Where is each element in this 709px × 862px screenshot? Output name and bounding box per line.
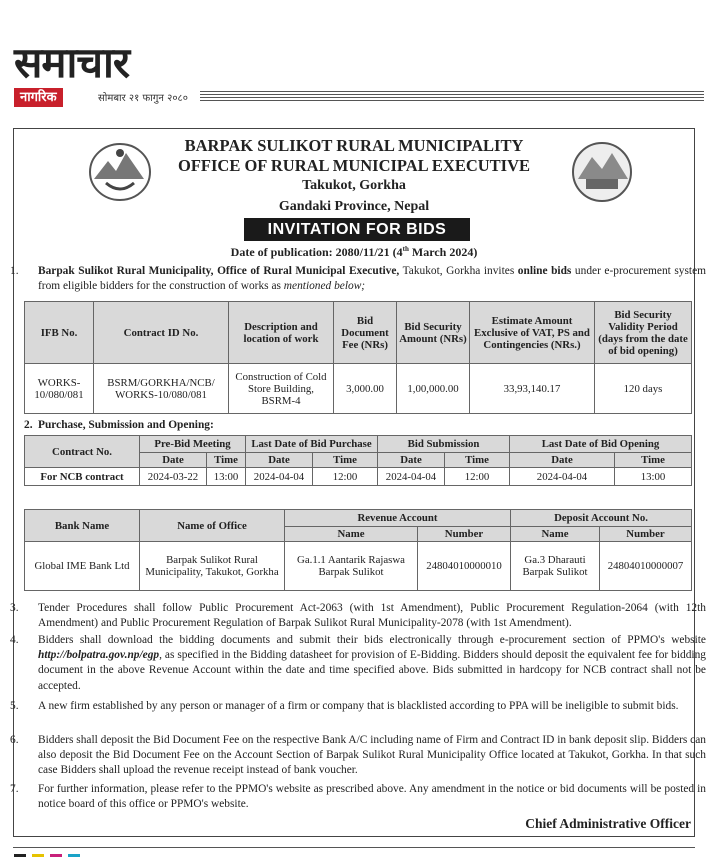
bank-table [24, 509, 692, 591]
cell: 3,000.00 [334, 364, 397, 414]
newspaper-badge: नागरिक [14, 88, 63, 107]
cell: WORKS-10/080/081 [25, 364, 94, 414]
th-office: Name of Office [140, 510, 285, 542]
th-deposit: Deposit Account No. [511, 510, 692, 527]
th-name: Name [285, 527, 418, 542]
schedule-table [24, 435, 692, 486]
office-name: OFFICE OF RURAL MUNICIPAL EXECUTIVE [177, 156, 531, 175]
th-number: Number [418, 527, 511, 542]
th-submission: Bid Submission [378, 436, 510, 453]
th-time: Time [207, 453, 246, 468]
th-revenue: Revenue Account [285, 510, 511, 527]
bid-notice [10, 128, 707, 837]
table-row [25, 468, 692, 486]
cell: Barpak Sulikot Rural Municipality, Takukot, Gorkha [140, 542, 285, 591]
province: Gandaki Province, Nepal [278, 199, 430, 214]
th-date: Date [140, 453, 207, 468]
clause-7: 7. For further information, please refer to the PPMO's website as prescribed above. Any amendment in the notice or bid documents will be posted in notice board of this office or PPMO's website. [10, 783, 706, 811]
th-time: Time [445, 453, 510, 468]
dateline: सोमबार २१ फागुन २०८० [98, 93, 188, 104]
cell: 13:00 [207, 468, 246, 486]
masthead [14, 38, 704, 113]
cell: For NCB contract [25, 468, 140, 486]
cell: 24804010000007 [600, 542, 692, 591]
cell: 12:00 [445, 468, 510, 486]
th-description: Description and location of work [229, 302, 334, 364]
clause-2: 2. Purchase, Submission and Opening: [24, 419, 214, 431]
org-name: BARPAK SULIKOT RURAL MUNICIPALITY [184, 136, 524, 155]
th-opening: Last Date of Bid Opening [510, 436, 692, 453]
hatch-rule [200, 91, 704, 103]
cell: 33,93,140.17 [470, 364, 595, 414]
table-row [25, 364, 692, 414]
cell: 120 days [595, 364, 692, 414]
color-ticks [14, 844, 134, 850]
th-prebid: Pre-Bid Meeting [140, 436, 246, 453]
cell: 2024-03-22 [140, 468, 207, 486]
th-contract-no: Contract No. [25, 436, 140, 468]
table-row [25, 542, 692, 591]
th-bank: Bank Name [25, 510, 140, 542]
signature: Chief Administrative Officer [525, 816, 691, 831]
th-validity: Bid Security Validity Period (days from the date of bid opening) [595, 302, 692, 364]
cell: BSRM/GORKHA/NCB/ WORKS-10/080/081 [94, 364, 229, 414]
cell: Global IME Bank Ltd [25, 542, 140, 591]
cell: 2024-04-04 [246, 468, 313, 486]
cell: 12:00 [313, 468, 378, 486]
clause-1: 1. Barpak Sulikot Rural Municipality, Office of Rural Municipal Executive, Takukot, Gorkha invites online bids under e-procurement system from eligible bidders for the construction of works as mentioned below; [10, 265, 707, 293]
cell: 2024-04-04 [378, 468, 445, 486]
clause-4: 4. Bidders shall download the bidding documents and submit their bids electronically through e-procurement section of PPMO's website http://bolpatra.gov.np/egp, as specified in the Bidding datasheet for provision of E-Bidding. Bidders should deposit the equivalent fee for bidding document in the above Revenue Account within the date and time specified above. Bids submitted in hardcopy for NCB contract shall not be accepted. [10, 634, 706, 692]
cell: Ga.1.1 Aantarik Rajaswa Barpak Sulikot [285, 542, 418, 591]
clause-6: 6. Bidders shall deposit the Bid Document Fee on the respective Bank A/C including name of Firm and Contract ID in bank deposit slip. Bidders can also deposit the Bid Document Fee on the Account Section of Barpak Sulikot Rural Municipality Office located at Takukot, Gorkha. In that such case Bidders shall upload the revenue receipt instead of bank voucher. [10, 734, 706, 777]
th-ifb: IFB No. [25, 302, 94, 364]
ifb-table [24, 301, 692, 414]
cell: 1,00,000.00 [397, 364, 470, 414]
th-time: Time [313, 453, 378, 468]
th-time: Time [615, 453, 692, 468]
th-estimate: Estimate Amount Exclusive of VAT, PS and Contingencies (NRs.) [470, 302, 595, 364]
clause-3: 3. Tender Procedures shall follow Public Procurement Act-2063 (with 1st Amendment), Public Procurement Regulation-2064 (with 12th Amendment) and Public Procurement Regulation of Barpak Sulikot Rural Municipality-2078 (with 1st Amendment). [10, 602, 706, 630]
th-number: Number [600, 527, 692, 542]
cell: 24804010000010 [418, 542, 511, 591]
newspaper-logo: समाचार [14, 38, 130, 87]
cell: 13:00 [615, 468, 692, 486]
th-last-purchase: Last Date of Bid Purchase [246, 436, 378, 453]
th-doc-fee: Bid Document Fee (NRs) [334, 302, 397, 364]
banner-title: INVITATION FOR BIDS [244, 218, 470, 241]
th-security: Bid Security Amount (NRs) [397, 302, 470, 364]
cell: Construction of Cold Store Building, BSRM-4 [229, 364, 334, 414]
th-date: Date [246, 453, 313, 468]
cell: Ga.3 Dharauti Barpak Sulikot [511, 542, 600, 591]
th-date: Date [510, 453, 615, 468]
th-date: Date [378, 453, 445, 468]
egp-link[interactable]: http://bolpatra.gov.np/egp [38, 649, 160, 662]
th-name: Name [511, 527, 600, 542]
publication-date: Date of publication: 2080/11/21 (4th March 2024) [230, 245, 478, 259]
cell: 2024-04-04 [510, 468, 615, 486]
th-contract: Contract ID No. [94, 302, 229, 364]
clause-5: 5. A new firm established by any person or manager of a firm or company that is blacklisted according to PPA will be ineligible to submit bids. [10, 700, 679, 712]
place: Takukot, Gorkha [302, 178, 406, 193]
